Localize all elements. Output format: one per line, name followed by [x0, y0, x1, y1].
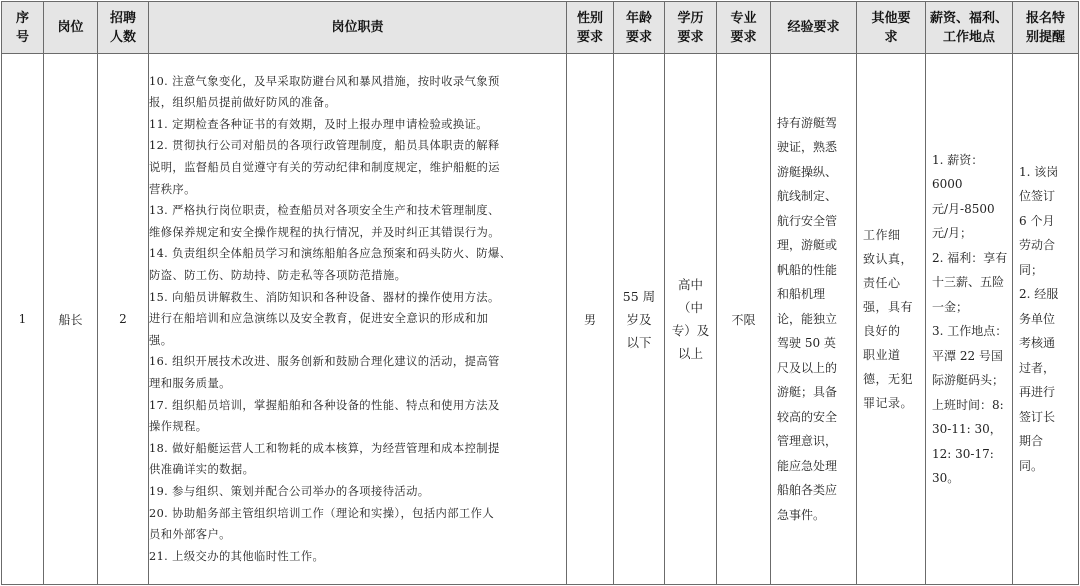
recruitment-table: [1, 1, 1079, 585]
cell-salary: 1. 薪资：6000 元/月-8500 元/月； 2. 福利：享有 十三薪、五险 一金； 3. 工作地点： 平潭 22 号国 际游艇码头； 上班时间：8: 30-11: 30， 12: 30-17: 30。: [926, 54, 1013, 585]
header-major: 专业 要求: [717, 2, 771, 54]
duty-line: 说明，监督船员自觉遵守有关的劳动纪律和制度规定，维护船艇的运: [149, 161, 500, 175]
cell-position: 船长: [44, 54, 98, 585]
header-position: 岗位: [44, 2, 98, 54]
cell-other: 工作细 致认真， 责任心 强，具有 良好的 职业道 德，无犯 罪记录。: [857, 54, 926, 585]
duty-line: 15. 向船员讲解救生、消防知识和各种设备、器材的操作使用方法。: [149, 290, 500, 304]
header-seq: 序 号: [2, 2, 44, 54]
duty-line: 维修保养规定和安全操作规程的执行情况，并及时纠正其错误行为。: [149, 225, 500, 239]
header-note: 报名特 别提醒: [1013, 2, 1079, 54]
duties-list: [149, 71, 566, 568]
duty-line: 11. 定期检查各种证书的有效期，及时上报办理申请检验或换证。: [149, 117, 488, 131]
duty-line: 10. 注意气象变化，及早采取防避台风和暴风措施，按时收录气象预: [149, 74, 500, 88]
duty-line: 防盗、防工伤、防劫持、防走私等各项防范措施。: [149, 269, 407, 283]
header-age: 年龄 要求: [614, 2, 665, 54]
header-headcount: 招聘 人数: [98, 2, 149, 54]
duty-line: 12. 贯彻执行公司对船员的各项行政管理制度，船员具体职责的解释: [149, 139, 500, 153]
cell-note: 1. 该岗 位签订 6 个月 劳动合 同； 2. 经服 务单位 考核通 过者， 再进行 签订长 期合 同。: [1013, 54, 1079, 585]
table-row: [2, 54, 1079, 585]
duty-line: 报，组织船员提前做好防风的准备。: [149, 96, 337, 110]
header-duties: 岗位职责: [149, 2, 567, 54]
header-salary: 薪资、福利、 工作地点: [926, 2, 1013, 54]
cell-age: 55 周 岁及 以下: [614, 54, 665, 585]
duty-line: 理和服务质量。: [149, 376, 231, 390]
header-experience: 经验要求: [771, 2, 857, 54]
duty-line: 员和外部客户。: [149, 528, 231, 542]
header-other: 其他要 求: [857, 2, 926, 54]
cell-duties: [149, 54, 567, 585]
duty-line: 强。: [149, 333, 173, 347]
header-row: [2, 2, 1079, 54]
duty-line: 21. 上级交办的其他临时性工作。: [149, 549, 325, 563]
cell-experience: 持有游艇驾 驶证，熟悉 游艇操纵、 航线制定、 航行安全管 理，游艇或 帆船的性能 和船机理 论，能独立 驾驶 50 英 尺及以上的 游艇；具备 较高的安全 管理意识， 能应急处理 船舶各类应 急事件。: [771, 54, 857, 585]
duty-line: 20. 协助船务部主管组织培训工作（理论和实操），包括内部工作人: [149, 506, 495, 520]
duty-line: 操作规程。: [149, 420, 208, 434]
cell-major: 不限: [717, 54, 771, 585]
duty-line: 供准确详实的数据。: [149, 463, 255, 477]
duty-line: 19. 参与组织、策划并配合公司举办的各项接待活动。: [149, 484, 430, 498]
duty-line: 18. 做好船艇运营人工和物耗的成本核算，为经营管理和成本控制提: [149, 441, 500, 455]
duty-line: 16. 组织开展技术改进、服务创新和鼓励合理化建议的活动，提高管: [149, 355, 500, 369]
duty-line: 营秩序。: [149, 182, 196, 196]
cell-headcount: 2: [98, 54, 149, 585]
duty-line: 14. 负责组织全体船员学习和演练船舶各应急预案和码头防火、防爆、: [149, 247, 512, 261]
cell-education: 高中 （中 专）及 以上: [665, 54, 717, 585]
header-education: 学历 要求: [665, 2, 717, 54]
cell-seq: 1: [2, 54, 44, 585]
cell-gender: 男: [567, 54, 614, 585]
duty-line: 13. 严格执行岗位职责，检查船员对各项安全生产和技术管理制度、: [149, 204, 500, 218]
header-gender: 性别 要求: [567, 2, 614, 54]
duty-line: 17. 组织船员培训，掌握船舶和各种设备的性能、特点和使用方法及: [149, 398, 500, 412]
duty-line: 进行在船培训和应急演练以及安全教育，促进安全意识的形成和加: [149, 312, 489, 326]
